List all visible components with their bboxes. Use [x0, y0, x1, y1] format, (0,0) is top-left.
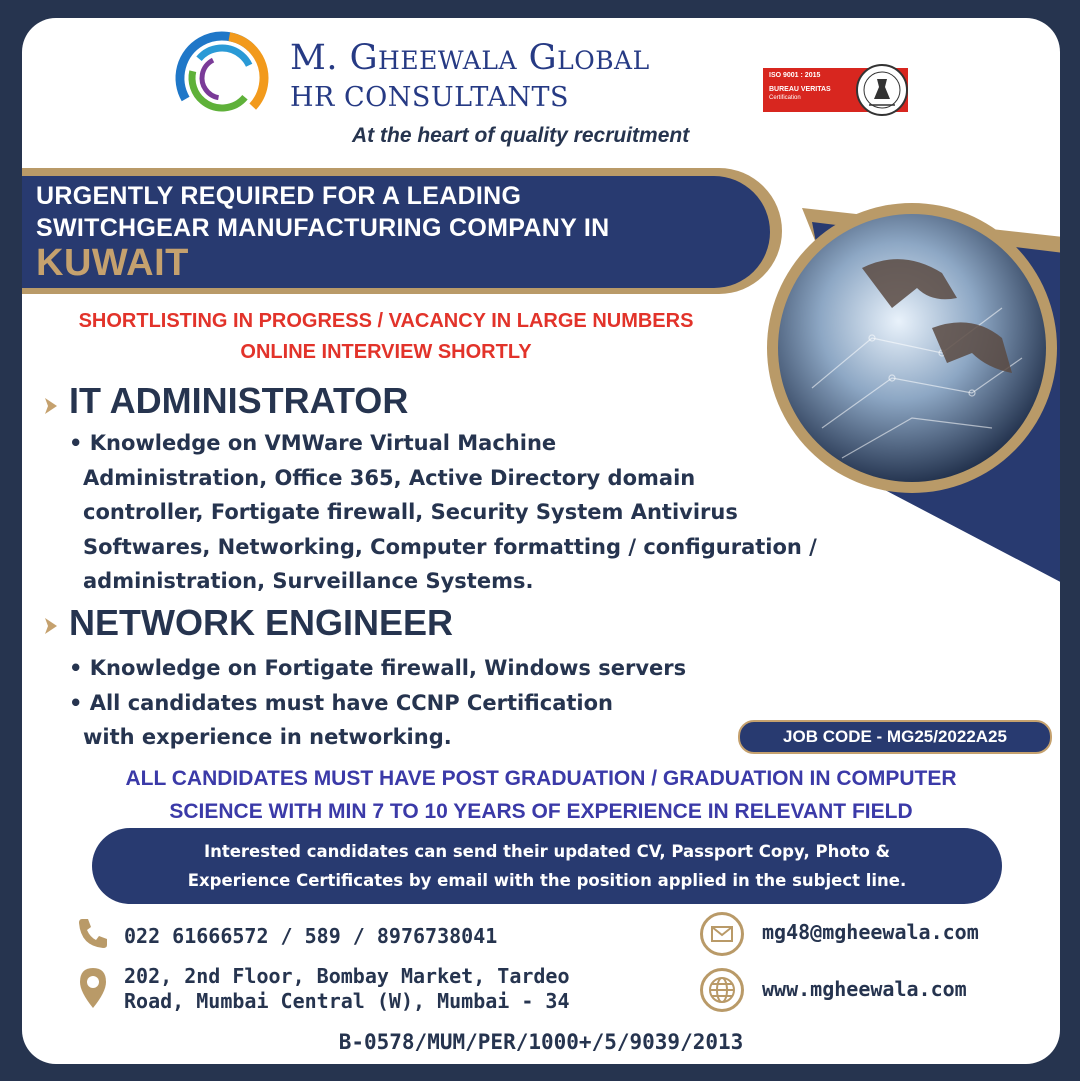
notice-online-interview: ONLINE INTERVIEW SHORTLY: [240, 341, 532, 363]
email-link[interactable]: mg48@mgheewala.com: [762, 920, 979, 944]
job-1-line: administration, Surveillance Systems.: [83, 569, 534, 593]
banner-line-1: URGENTLY REQUIRED FOR A LEADING: [36, 182, 522, 210]
envelope-icon: [711, 926, 733, 942]
job-title-it-administrator: IT ADMINISTRATOR: [69, 380, 409, 421]
bureau-veritas-seal-icon: [855, 63, 909, 117]
brand-subtitle: HR CONSULTANTS: [290, 82, 570, 113]
company-logo-icon: [172, 28, 272, 128]
license-number: B-0578/MUM/PER/1000+/5/9039/2013: [338, 1030, 744, 1054]
location-pin-icon: [78, 966, 108, 1010]
poster-frame: [22, 18, 1060, 1064]
apply-line-1: Interested candidates can send their updated CV, Passport Copy, Photo &: [203, 842, 891, 861]
job-1-line: controller, Fortigate firewall, Security System Antivirus: [83, 500, 738, 524]
job-2-line: • Knowledge on Fortigate firewall, Windows servers: [69, 656, 687, 680]
job-2-description: [69, 651, 686, 755]
job-code-badge: JOB CODE - MG25/2022A25: [738, 720, 1052, 754]
job-1-line: Administration, Office 365, Active Directory domain: [83, 465, 696, 490]
banner-line-2: SWITCHGEAR MANUFACTURING COMPANY IN: [36, 214, 610, 242]
job-2-line: with experience in networking.: [83, 725, 452, 749]
requirement-line-1: ALL CANDIDATES MUST HAVE POST GRADUATION / GRADUATION IN COMPUTER: [125, 767, 957, 790]
chevron-right-icon: [42, 396, 60, 416]
email-icon: [700, 912, 744, 956]
chevron-right-icon: [42, 616, 60, 636]
website-link[interactable]: www.mgheewala.com: [762, 977, 967, 1001]
requirement-line-2: SCIENCE WITH MIN 7 TO 10 YEARS OF EXPERIENCE IN RELEVANT FIELD: [169, 800, 913, 823]
job-1-line: • Knowledge on VMWare Virtual Machine: [69, 431, 557, 455]
phone-icon: [76, 916, 110, 950]
job-title-network-engineer: NETWORK ENGINEER: [69, 602, 454, 643]
apply-instructions: [92, 828, 1002, 904]
iso-certifier: BUREAU VERITAS: [769, 86, 831, 93]
phone-numbers[interactable]: 022 61666572 / 589 / 8976738041: [124, 924, 498, 948]
banner-country: KUWAIT: [36, 242, 189, 284]
brand-name: M. Gheewala Global: [290, 38, 650, 78]
apply-line-2: Experience Certificates by email with the position applied in the subject line.: [187, 871, 907, 890]
job-1-description: [69, 426, 817, 599]
job-2-line: • All candidates must have CCNP Certification: [69, 690, 613, 715]
notice-shortlisting: SHORTLISTING IN PROGRESS / VACANCY IN LARGE NUMBERS: [78, 310, 694, 332]
iso-standard: ISO 9001 : 2015: [769, 72, 821, 79]
iso-certification-label: Certification: [769, 95, 801, 101]
job-1-line: Softwares, Networking, Computer formatting / configuration /: [83, 534, 817, 559]
address-line-1: 202, 2nd Floor, Bombay Market, Tardeo: [124, 964, 570, 988]
globe-icon: [700, 968, 744, 1012]
globe-lines-icon: [708, 976, 736, 1004]
address-line-2: Road, Mumbai Central (W), Mumbai - 34: [124, 989, 570, 1013]
tagline: At the heart of quality recruitment: [352, 124, 690, 147]
office-address: [124, 964, 570, 1014]
